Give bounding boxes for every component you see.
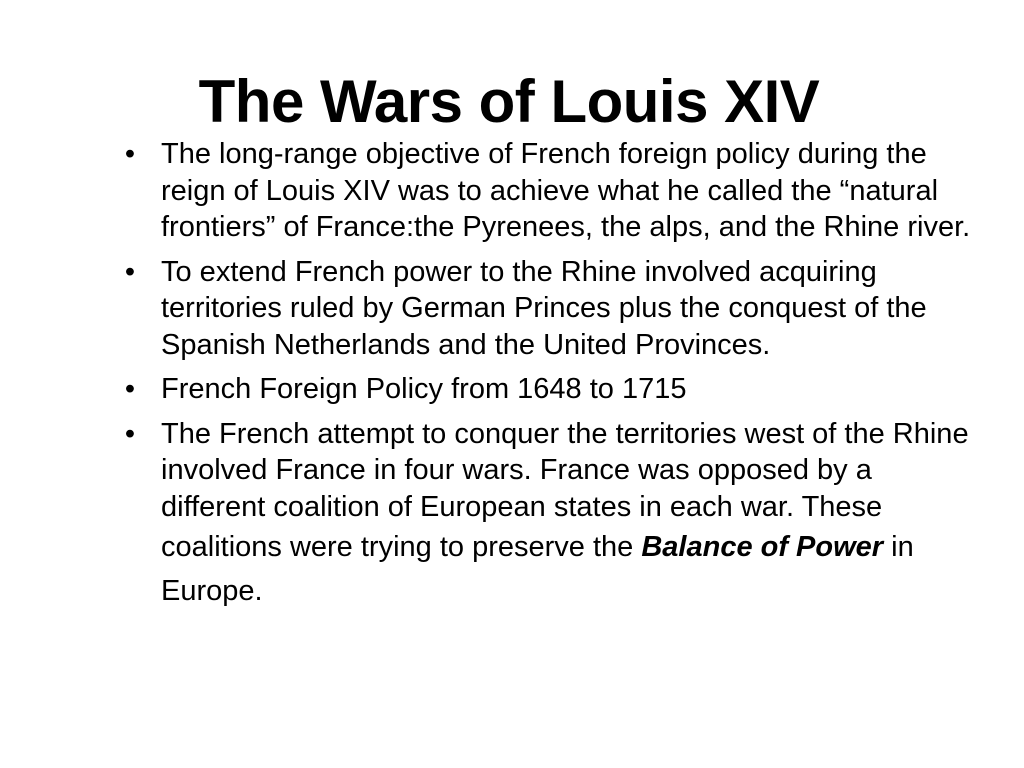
- bullet-text: The long-range objective of French foreign policy during the reign of Louis XIV was to achieve what he called the “natural frontiers” of France:the Pyrenees, the alps, and the Rhine river.: [161, 138, 971, 243]
- bullet-text: [161, 418, 969, 608]
- bullet-text: French Foreign Policy from 1648 to 1715: [161, 373, 687, 405]
- bullet-item-natural-frontiers: [120, 136, 980, 246]
- bullet-text-before: The French attempt to conquer the territories west of the Rhine involved France in four wars. France was opposed by a different coalition of European states in each war. These coalitions were trying to preserve the: [161, 417, 969, 563]
- slide-title: The Wars of Louis XIV: [198, 68, 820, 135]
- balance-of-power-emphasis: Balance of Power: [641, 531, 884, 563]
- bullet-icon: •: [124, 417, 136, 450]
- bullet-item-four-wars: [120, 416, 980, 614]
- bullet-item-extend-to-rhine: [120, 254, 980, 364]
- bullet-icon: •: [124, 373, 136, 405]
- bullet-text-after: in Europe.: [161, 531, 914, 607]
- bullet-item-foreign-policy-dates: [120, 371, 980, 408]
- bullet-icon: •: [124, 138, 136, 170]
- bullet-list: [120, 136, 980, 621]
- bullet-icon: •: [124, 255, 136, 288]
- bullet-text: To extend French power to the Rhine involved acquiring territories ruled by German Princes plus the conquest of the Spanish Netherlands and the United Provinces.: [161, 255, 927, 361]
